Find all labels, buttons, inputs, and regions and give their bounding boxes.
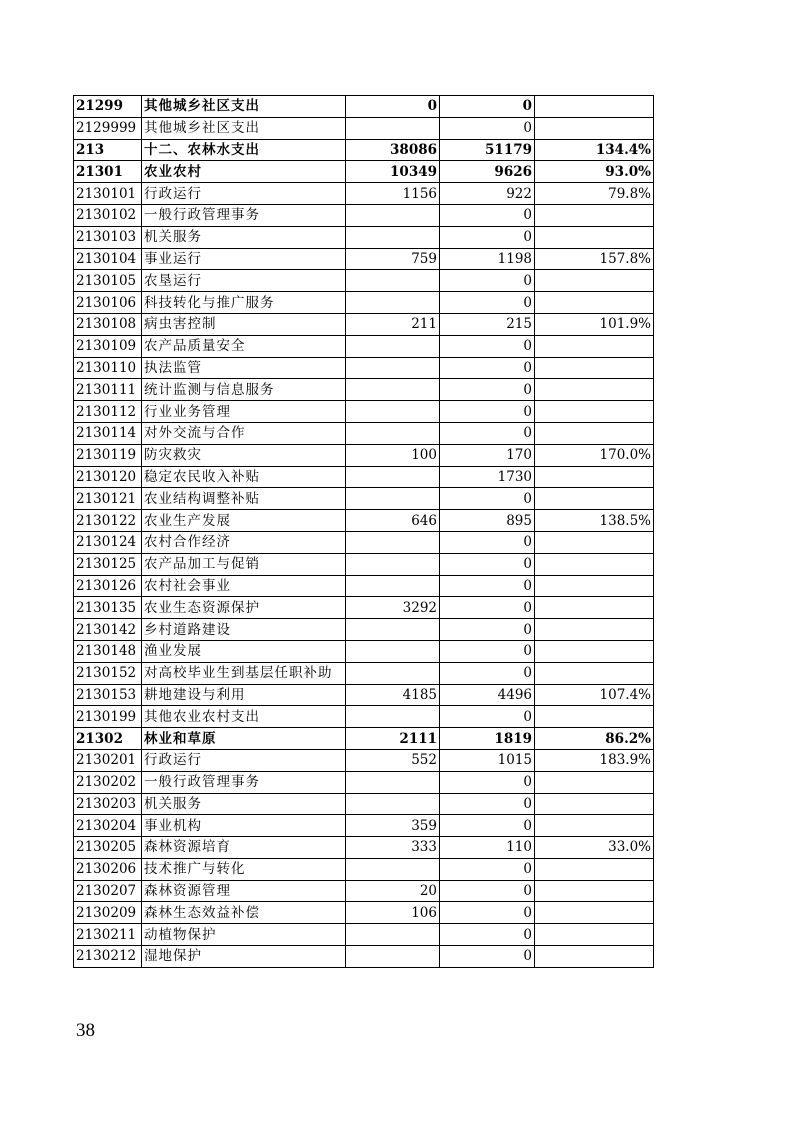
budget-value-cell: 4185: [346, 684, 440, 706]
percentage-cell: [535, 335, 654, 357]
budget-value-cell: [346, 466, 440, 488]
actual-value-cell: 0: [440, 706, 535, 728]
account-name-cell: 稳定农民收入补贴: [142, 466, 346, 488]
actual-value-cell: 0: [440, 553, 535, 575]
percentage-cell: [535, 553, 654, 575]
percentage-cell: [535, 226, 654, 248]
budget-value-cell: [346, 531, 440, 553]
table-row: [74, 313, 654, 335]
table-row: [74, 858, 654, 880]
account-name-cell: 农业生态资源保护: [142, 597, 346, 619]
account-name-cell: 防灾救灾: [142, 444, 346, 466]
budget-value-cell: [346, 706, 440, 728]
account-name-cell: 其他城乡社区支出: [142, 96, 346, 118]
budget-value-cell: [346, 204, 440, 226]
budget-value-cell: 0: [346, 96, 440, 118]
table-row: [74, 379, 654, 401]
account-code-cell: 2130211: [74, 924, 142, 946]
account-name-cell: 病虫害控制: [142, 313, 346, 335]
percentage-cell: [535, 379, 654, 401]
table-row: [74, 183, 654, 205]
account-code-cell: 213: [74, 139, 142, 161]
actual-value-cell: 0: [440, 357, 535, 379]
account-code-cell: 2130207: [74, 880, 142, 902]
budget-value-cell: [346, 422, 440, 444]
account-name-cell: 执法监管: [142, 357, 346, 379]
account-code-cell: 2130125: [74, 553, 142, 575]
percentage-cell: [535, 662, 654, 684]
account-name-cell: 农村合作经济: [142, 531, 346, 553]
actual-value-cell: 110: [440, 837, 535, 859]
actual-value-cell: 0: [440, 531, 535, 553]
percentage-cell: 101.9%: [535, 313, 654, 335]
account-code-cell: 2130203: [74, 793, 142, 815]
account-code-cell: 2130124: [74, 531, 142, 553]
budget-value-cell: [346, 226, 440, 248]
budget-value-cell: 2111: [346, 728, 440, 750]
percentage-cell: [535, 902, 654, 924]
budget-value-cell: [346, 924, 440, 946]
budget-value-cell: [346, 379, 440, 401]
table-row: [74, 924, 654, 946]
percentage-cell: 183.9%: [535, 749, 654, 771]
account-name-cell: 行政运行: [142, 749, 346, 771]
account-code-cell: 2130102: [74, 204, 142, 226]
account-code-cell: 2130122: [74, 510, 142, 532]
budget-value-cell: [346, 401, 440, 423]
table-row: [74, 880, 654, 902]
account-code-cell: 2130199: [74, 706, 142, 728]
actual-value-cell: 4496: [440, 684, 535, 706]
account-code-cell: 2130201: [74, 749, 142, 771]
budget-table: [73, 95, 654, 968]
percentage-cell: [535, 771, 654, 793]
budget-value-cell: [346, 619, 440, 641]
budget-value-cell: [346, 858, 440, 880]
account-code-cell: 2130212: [74, 946, 142, 968]
table-row: [74, 619, 654, 641]
account-code-cell: 2130120: [74, 466, 142, 488]
table-row: [74, 662, 654, 684]
account-code-cell: 2130121: [74, 488, 142, 510]
account-name-cell: 行政运行: [142, 183, 346, 205]
actual-value-cell: 0: [440, 815, 535, 837]
table-row: [74, 401, 654, 423]
table-row: [74, 161, 654, 183]
table-row: [74, 640, 654, 662]
actual-value-cell: 895: [440, 510, 535, 532]
table-row: [74, 902, 654, 924]
budget-value-cell: 759: [346, 248, 440, 270]
table-row: [74, 946, 654, 968]
table-row: [74, 248, 654, 270]
account-name-cell: 农村社会事业: [142, 575, 346, 597]
account-code-cell: 21299: [74, 96, 142, 118]
actual-value-cell: 51179: [440, 139, 535, 161]
percentage-cell: [535, 815, 654, 837]
percentage-cell: 134.4%: [535, 139, 654, 161]
percentage-cell: [535, 488, 654, 510]
actual-value-cell: 0: [440, 292, 535, 314]
account-code-cell: 21301: [74, 161, 142, 183]
table-row: [74, 531, 654, 553]
budget-value-cell: [346, 270, 440, 292]
actual-value-cell: 1819: [440, 728, 535, 750]
percentage-cell: 170.0%: [535, 444, 654, 466]
table-row: [74, 292, 654, 314]
account-name-cell: 一般行政管理事务: [142, 204, 346, 226]
account-name-cell: 农垦运行: [142, 270, 346, 292]
actual-value-cell: 0: [440, 902, 535, 924]
budget-value-cell: 211: [346, 313, 440, 335]
percentage-cell: [535, 204, 654, 226]
table-row: [74, 728, 654, 750]
account-name-cell: 农产品质量安全: [142, 335, 346, 357]
actual-value-cell: 0: [440, 488, 535, 510]
account-code-cell: 2130153: [74, 684, 142, 706]
account-name-cell: 动植物保护: [142, 924, 346, 946]
account-code-cell: 2130142: [74, 619, 142, 641]
table-row: [74, 815, 654, 837]
account-code-cell: 2130103: [74, 226, 142, 248]
table-row: [74, 771, 654, 793]
table-row: [74, 597, 654, 619]
budget-value-cell: [346, 292, 440, 314]
account-name-cell: 机关服务: [142, 226, 346, 248]
account-name-cell: 耕地建设与利用: [142, 684, 346, 706]
percentage-cell: [535, 422, 654, 444]
account-name-cell: 事业运行: [142, 248, 346, 270]
budget-value-cell: 100: [346, 444, 440, 466]
budget-value-cell: [346, 771, 440, 793]
account-name-cell: 十二、农林水支出: [142, 139, 346, 161]
account-code-cell: 2130101: [74, 183, 142, 205]
account-name-cell: 对高校毕业生到基层任职补助: [142, 662, 346, 684]
table-row: [74, 422, 654, 444]
actual-value-cell: 0: [440, 401, 535, 423]
account-code-cell: 2130205: [74, 837, 142, 859]
account-code-cell: 2130105: [74, 270, 142, 292]
account-code-cell: 2130104: [74, 248, 142, 270]
percentage-cell: 107.4%: [535, 684, 654, 706]
account-code-cell: 2130106: [74, 292, 142, 314]
table-row: [74, 749, 654, 771]
percentage-cell: 86.2%: [535, 728, 654, 750]
percentage-cell: [535, 858, 654, 880]
actual-value-cell: 0: [440, 335, 535, 357]
actual-value-cell: 0: [440, 924, 535, 946]
budget-value-cell: 359: [346, 815, 440, 837]
percentage-cell: [535, 575, 654, 597]
actual-value-cell: 0: [440, 771, 535, 793]
percentage-cell: 93.0%: [535, 161, 654, 183]
actual-value-cell: 0: [440, 619, 535, 641]
table-row: [74, 510, 654, 532]
budget-value-cell: 646: [346, 510, 440, 532]
budget-value-cell: [346, 553, 440, 575]
percentage-cell: 33.0%: [535, 837, 654, 859]
table-row: [74, 553, 654, 575]
table-row: [74, 575, 654, 597]
table-row: [74, 335, 654, 357]
budget-value-cell: [346, 793, 440, 815]
account-code-cell: 2130202: [74, 771, 142, 793]
percentage-cell: [535, 706, 654, 728]
table-row: [74, 139, 654, 161]
account-name-cell: 机关服务: [142, 793, 346, 815]
actual-value-cell: 170: [440, 444, 535, 466]
table-row: [74, 204, 654, 226]
actual-value-cell: 0: [440, 270, 535, 292]
account-name-cell: 森林资源管理: [142, 880, 346, 902]
actual-value-cell: 0: [440, 880, 535, 902]
budget-value-cell: [346, 117, 440, 139]
budget-value-cell: [346, 335, 440, 357]
table-row: [74, 684, 654, 706]
actual-value-cell: 0: [440, 226, 535, 248]
account-name-cell: 森林生态效益补偿: [142, 902, 346, 924]
account-code-cell: 2130152: [74, 662, 142, 684]
account-name-cell: 一般行政管理事务: [142, 771, 346, 793]
account-name-cell: 其他农业农村支出: [142, 706, 346, 728]
percentage-cell: 79.8%: [535, 183, 654, 205]
account-code-cell: 2130148: [74, 640, 142, 662]
actual-value-cell: 0: [440, 96, 535, 118]
actual-value-cell: 0: [440, 662, 535, 684]
account-name-cell: 技术推广与转化: [142, 858, 346, 880]
budget-value-cell: 20: [346, 880, 440, 902]
account-name-cell: 林业和草原: [142, 728, 346, 750]
account-code-cell: 2130135: [74, 597, 142, 619]
account-name-cell: 行业业务管理: [142, 401, 346, 423]
actual-value-cell: 1198: [440, 248, 535, 270]
table-row: [74, 488, 654, 510]
budget-value-cell: 333: [346, 837, 440, 859]
account-code-cell: 2130126: [74, 575, 142, 597]
budget-table-body: [74, 96, 654, 968]
page-number: 38: [76, 1020, 95, 1041]
percentage-cell: [535, 597, 654, 619]
budget-value-cell: [346, 640, 440, 662]
percentage-cell: [535, 270, 654, 292]
percentage-cell: [535, 640, 654, 662]
account-code-cell: 2130119: [74, 444, 142, 466]
account-code-cell: 2130110: [74, 357, 142, 379]
account-code-cell: 21302: [74, 728, 142, 750]
account-code-cell: 2130206: [74, 858, 142, 880]
actual-value-cell: 0: [440, 204, 535, 226]
account-name-cell: 对外交流与合作: [142, 422, 346, 444]
actual-value-cell: 215: [440, 313, 535, 335]
percentage-cell: [535, 466, 654, 488]
percentage-cell: [535, 531, 654, 553]
table-row: [74, 270, 654, 292]
actual-value-cell: 1730: [440, 466, 535, 488]
account-name-cell: 其他城乡社区支出: [142, 117, 346, 139]
actual-value-cell: 0: [440, 858, 535, 880]
actual-value-cell: 0: [440, 793, 535, 815]
account-name-cell: 科技转化与推广服务: [142, 292, 346, 314]
actual-value-cell: 922: [440, 183, 535, 205]
percentage-cell: [535, 96, 654, 118]
percentage-cell: [535, 401, 654, 423]
table-row: [74, 444, 654, 466]
budget-value-cell: 3292: [346, 597, 440, 619]
percentage-cell: [535, 292, 654, 314]
account-name-cell: 森林资源培育: [142, 837, 346, 859]
account-code-cell: 2130114: [74, 422, 142, 444]
budget-value-cell: 106: [346, 902, 440, 924]
account-code-cell: 2129999: [74, 117, 142, 139]
budget-value-cell: 10349: [346, 161, 440, 183]
actual-value-cell: 9626: [440, 161, 535, 183]
account-name-cell: 湿地保护: [142, 946, 346, 968]
budget-value-cell: 1156: [346, 183, 440, 205]
actual-value-cell: 1015: [440, 749, 535, 771]
table-row: [74, 466, 654, 488]
budget-value-cell: [346, 575, 440, 597]
table-row: [74, 706, 654, 728]
table-row: [74, 117, 654, 139]
account-name-cell: 农业生产发展: [142, 510, 346, 532]
table-row: [74, 96, 654, 118]
account-code-cell: 2130111: [74, 379, 142, 401]
actual-value-cell: 0: [440, 117, 535, 139]
percentage-cell: [535, 793, 654, 815]
account-name-cell: 乡村道路建设: [142, 619, 346, 641]
actual-value-cell: 0: [440, 575, 535, 597]
account-name-cell: 农产品加工与促销: [142, 553, 346, 575]
budget-value-cell: 38086: [346, 139, 440, 161]
percentage-cell: [535, 924, 654, 946]
table-row: [74, 837, 654, 859]
budget-value-cell: [346, 357, 440, 379]
percentage-cell: 157.8%: [535, 248, 654, 270]
account-code-cell: 2130108: [74, 313, 142, 335]
percentage-cell: [535, 357, 654, 379]
account-code-cell: 2130209: [74, 902, 142, 924]
percentage-cell: [535, 117, 654, 139]
account-name-cell: 农业农村: [142, 161, 346, 183]
percentage-cell: [535, 619, 654, 641]
actual-value-cell: 0: [440, 640, 535, 662]
budget-value-cell: [346, 662, 440, 684]
budget-value-cell: 552: [346, 749, 440, 771]
budget-value-cell: [346, 946, 440, 968]
table-row: [74, 226, 654, 248]
percentage-cell: 138.5%: [535, 510, 654, 532]
actual-value-cell: 0: [440, 946, 535, 968]
table-row: [74, 357, 654, 379]
percentage-cell: [535, 946, 654, 968]
actual-value-cell: 0: [440, 422, 535, 444]
actual-value-cell: 0: [440, 597, 535, 619]
account-code-cell: 2130112: [74, 401, 142, 423]
account-name-cell: 农业结构调整补贴: [142, 488, 346, 510]
account-code-cell: 2130204: [74, 815, 142, 837]
actual-value-cell: 0: [440, 379, 535, 401]
account-name-cell: 渔业发展: [142, 640, 346, 662]
percentage-cell: [535, 880, 654, 902]
account-name-cell: 事业机构: [142, 815, 346, 837]
account-code-cell: 2130109: [74, 335, 142, 357]
account-name-cell: 统计监测与信息服务: [142, 379, 346, 401]
table-row: [74, 793, 654, 815]
budget-value-cell: [346, 488, 440, 510]
